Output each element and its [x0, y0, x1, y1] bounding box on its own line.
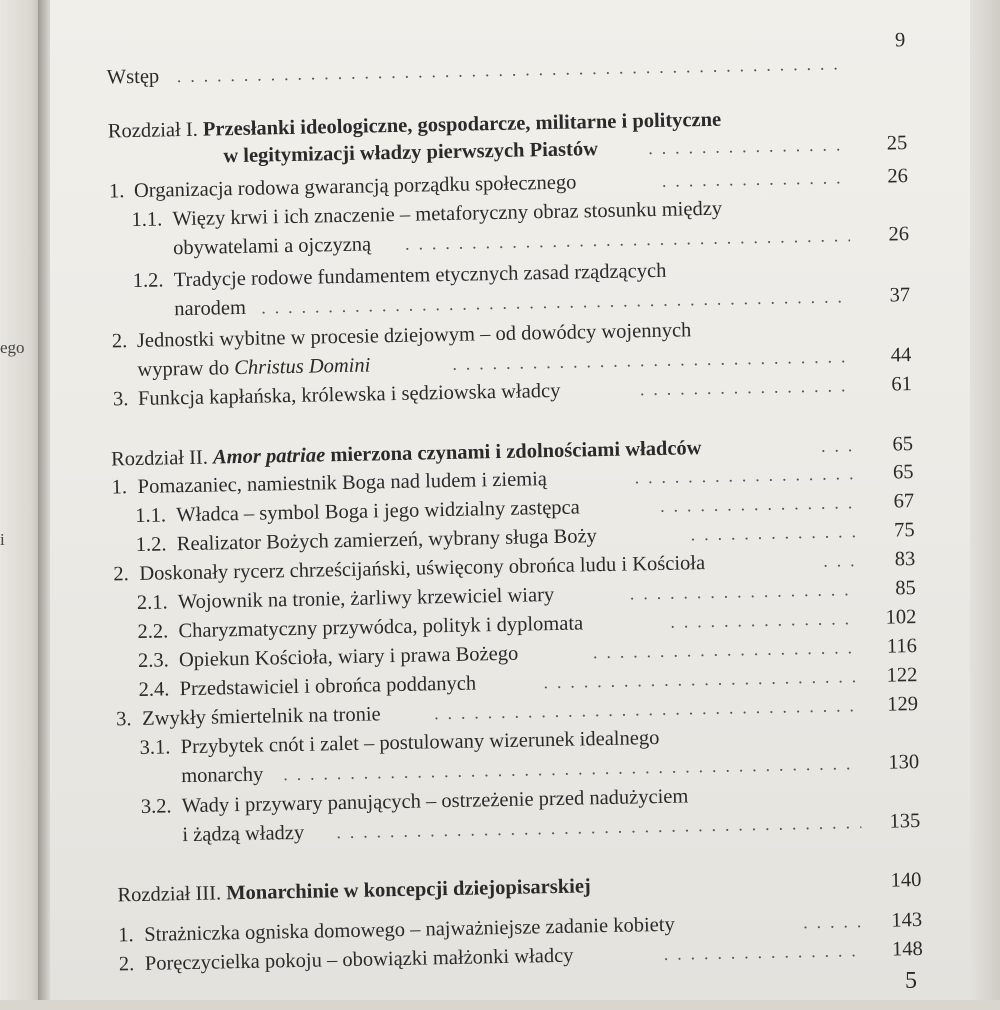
page-number: 130 [888, 751, 920, 774]
page-number: 135 [889, 809, 921, 833]
page-number: 102 [885, 606, 917, 629]
entry-title-line2: monarchy [181, 763, 264, 788]
dot-leader [543, 664, 858, 694]
entry-title-line1: Jednostki wybitne w procesie dziejowym – od dowódcy wojennych [136, 319, 692, 352]
entry-number: 2. [111, 330, 128, 353]
page-number: 75 [893, 519, 915, 542]
entry-number: 2.2. [137, 620, 169, 643]
dot-leader [405, 223, 850, 256]
page-number: 26 [887, 165, 909, 188]
toc-entry-3-1[interactable] [8, 906, 1000, 947]
page-number: 143 [891, 908, 923, 932]
entry-title-line2-prefix: wypraw do [137, 357, 235, 381]
entry-number: 1. [111, 476, 128, 499]
entry-title: Strażniczka ogniska domowego – najważniejsze zadanie kobiety [144, 913, 675, 946]
page-number: 148 [891, 937, 923, 961]
entry-title-line1: Tradycje rodowe fundamentem etycznych zasad rządzących [173, 259, 667, 292]
dot-leader [660, 490, 855, 518]
entry-number: 2.3. [137, 649, 169, 672]
page-number: 26 [888, 223, 910, 246]
dot-leader [434, 693, 859, 725]
entry-title-line2-italic: Christus Domini [234, 354, 371, 380]
entry-number: 2.1. [136, 591, 168, 614]
entry-title: Charyzmatyczny przywódca, polityk i dyplomata [178, 612, 584, 643]
entry-number: 3. [115, 708, 132, 731]
entry-title-line2: obywatelami a ojczyzną [172, 233, 372, 260]
entry-number: 1.2. [135, 533, 167, 556]
entry-title: Realizator Bożych zamierzeń, wybrany sługa Boży [176, 525, 598, 556]
entry-number: 1.1. [135, 504, 167, 528]
entry-title: Funkcja kapłańska, królewska i sędziowska władcy [137, 379, 561, 410]
page-number: 65 [892, 461, 914, 484]
dot-leader [821, 433, 854, 458]
page-folio-number: 5 [905, 968, 917, 994]
chapter-label: Rozdział III. [117, 882, 222, 907]
entry-title: Wojownik na tronie, żarliwy krzewiciel wiary [177, 583, 555, 614]
chapter-label: Rozdział I. [107, 118, 199, 143]
page-number: 67 [893, 490, 915, 513]
entry-title: Wstęp [106, 65, 160, 89]
dot-leader [634, 461, 854, 489]
entry-number: 3.2. [140, 795, 172, 818]
entry-number: 2. [113, 563, 129, 586]
entry-title: Pomazaniec, namiestnik Boga nad ludem i ziemią [137, 468, 548, 498]
entry-title-line2: i żądzą władzy [182, 821, 305, 847]
entry-number: 1. [108, 180, 125, 203]
chapter-title-italic: Amor patriae [212, 444, 326, 469]
entry-number: 1.1. [131, 208, 163, 232]
dot-leader [261, 284, 851, 319]
page-number: 83 [894, 548, 916, 571]
entry-number: 2. [118, 953, 135, 976]
entry-title-line1: Więzy krwi i ich znaczenie – metaforyczny obraz stosunku między [172, 197, 723, 231]
dot-leader [690, 519, 855, 546]
dot-leader [803, 909, 863, 934]
left-page-fragment: ego [0, 338, 25, 357]
dot-leader [662, 165, 849, 193]
entry-title: Przedstawiciel i obrońca poddanych [179, 672, 477, 701]
page-number: 65 [892, 433, 914, 456]
page-number: 44 [890, 344, 912, 367]
chapter-title-line1: Przesłanki ideologiczne, gospodarcze, militarne i polityczne [202, 108, 722, 141]
dot-leader [177, 51, 847, 88]
dot-leader [640, 373, 853, 401]
toc-entry-chapter-2[interactable] [0, 430, 999, 471]
page-number: 9 [894, 29, 906, 52]
chapter-title-line2: w legitymizacji władzy pierwszych Piastów [223, 138, 599, 168]
dot-leader [630, 577, 857, 605]
dot-leader [670, 606, 857, 634]
chapter-title: Monarchinie w koncepcji dziejopisarskiej [226, 875, 591, 905]
page-number: 61 [891, 373, 913, 396]
page-number: 85 [895, 577, 916, 600]
dot-leader [664, 938, 864, 966]
entry-title: Zwykły śmiertelnik na tronie [141, 703, 381, 730]
chapter-label: Rozdział II. [110, 446, 209, 471]
toc-entry-wstep[interactable] [0, 29, 991, 89]
toc-entry-chapter-3[interactable] [7, 866, 1000, 907]
entry-number: 1. [118, 924, 134, 947]
entry-number: 2.4. [138, 678, 170, 701]
entry-title: Opiekun Kościoła, wiary i prawa Bożego [178, 642, 519, 672]
entry-number: 3. [112, 388, 129, 411]
dot-leader [648, 132, 848, 160]
page-number: 37 [889, 284, 911, 307]
entry-title: Organizacja rodowa gwarancją porządku społecznego [133, 171, 577, 202]
dot-leader [336, 810, 861, 844]
page-number: 25 [886, 132, 908, 155]
entry-title: Władca – symbol Boga i jego widzialny zastępca [176, 496, 580, 527]
page-number: 122 [886, 664, 918, 687]
toc-entry-chapter-1[interactable] [0, 102, 992, 168]
entry-title: Poręczycielka pokoju – obowiązki małżonki władcy [144, 944, 574, 975]
entry-title-line1: Wady i przywary panujących – ostrzeżenie przed nadużyciem [181, 785, 689, 818]
dot-leader [823, 548, 856, 573]
chapter-title-rest: mierzona czynami i zdolnościami władców [324, 437, 702, 467]
dot-leader [283, 751, 860, 786]
entry-number: 1.2. [132, 269, 164, 293]
page-number: 140 [890, 868, 922, 892]
page-number: 116 [886, 635, 918, 658]
entry-title: Doskonały rycerz chrześcijański, uświęcony obrońca ludu i Kościoła [139, 552, 706, 585]
entry-title-line2: narodem [174, 296, 247, 321]
left-page-fragment: i [0, 530, 5, 549]
entry-title-line1: Przybytek cnót i zalet – postulowany wizerunek idealnego [180, 726, 660, 759]
dot-leader [452, 344, 852, 376]
dot-leader [593, 635, 858, 664]
page-number: 129 [887, 693, 919, 716]
entry-number: 3.1. [139, 736, 171, 759]
